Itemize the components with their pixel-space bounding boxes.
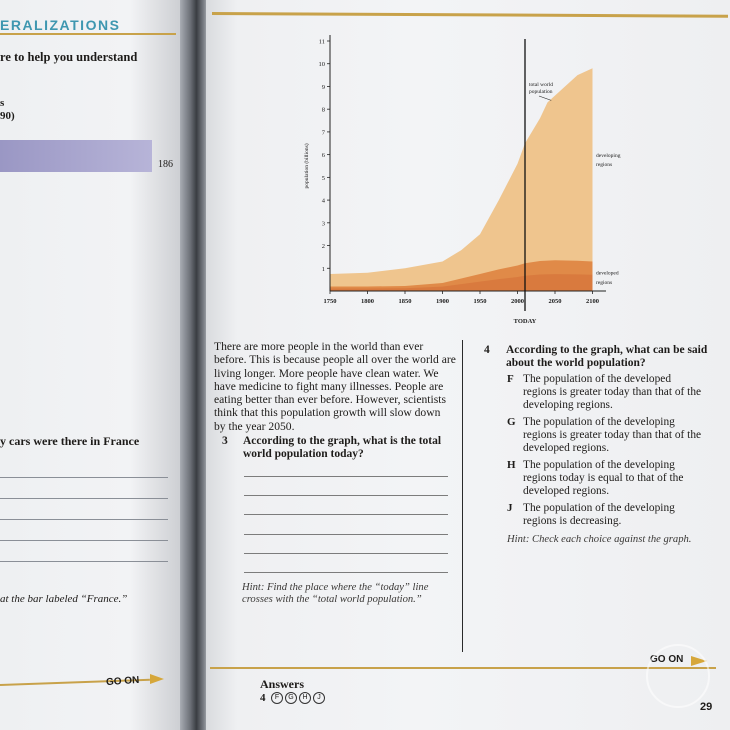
option-line: The population of the developing <box>523 502 675 514</box>
x-tick-label: 1750 <box>323 298 337 305</box>
left-header: ERALIZATIONS <box>0 17 121 33</box>
annotation-pointer <box>539 96 551 100</box>
annotation-developed-1: developed <box>596 270 619 277</box>
left-bar-value: 186 <box>158 159 173 170</box>
left-answer-line-1 <box>0 477 168 478</box>
option-j-letter[interactable]: J <box>507 502 513 514</box>
option-h-text[interactable] <box>523 459 728 497</box>
option-line: developed regions. <box>523 441 610 454</box>
y-tick-label: 5 <box>321 174 325 182</box>
option-j-text[interactable] <box>523 502 728 528</box>
option-line: regions is greater today than that of the <box>523 385 702 398</box>
paragraph-line: before. This is because people all over the world are <box>214 353 456 367</box>
q4-number: 4 <box>484 344 490 356</box>
q4-line: about the world population? <box>506 357 646 369</box>
left-answer-line-2 <box>0 498 168 499</box>
y-tick-label: 2 <box>321 243 325 251</box>
x-tick-label: 1950 <box>473 298 487 305</box>
annotation-total-world-2: population <box>529 89 553 95</box>
q3-answer-line-1[interactable] <box>244 476 448 477</box>
option-f-letter[interactable]: F <box>507 373 514 385</box>
q4-text <box>506 344 726 370</box>
left-answer-line-5 <box>0 561 168 562</box>
q3-answer-line-3[interactable] <box>244 514 448 515</box>
answer-bubble-f[interactable]: F <box>271 692 283 704</box>
q3-hint-line: Hint: Find the place where the “today” line <box>242 582 429 593</box>
left-intro-text: re to help you understand <box>0 50 138 64</box>
right-header-rule <box>212 12 728 18</box>
y-tick-label: 6 <box>321 152 325 160</box>
left-chart-title-1: s <box>0 97 5 109</box>
answer-number: 4 <box>260 692 266 704</box>
footer-rule <box>210 667 716 669</box>
page-number: 29 <box>700 701 713 713</box>
option-f-text[interactable] <box>523 373 728 411</box>
y-tick-label: 11 <box>318 38 325 46</box>
answer-bubble-j[interactable]: J <box>313 692 325 704</box>
paragraph-line: eating better than ever before. However, scientists <box>214 393 446 407</box>
left-hint: at the bar labeled “France.” <box>0 593 128 605</box>
reading-paragraph <box>214 340 462 433</box>
x-tick-label: 2100 <box>586 298 599 305</box>
left-header-rule <box>0 33 176 35</box>
annotation-developing-2: regions <box>596 162 613 168</box>
y-tick-label: 8 <box>321 106 325 114</box>
paragraph-line: living longer. More people have clean water. We <box>214 366 439 380</box>
q3-hint <box>242 582 472 607</box>
left-page <box>0 0 186 730</box>
q3-line: world population today? <box>243 448 364 460</box>
q3-answer-line-5[interactable] <box>244 553 448 554</box>
x-tick-label: 1850 <box>398 298 412 305</box>
option-g-text[interactable] <box>523 416 728 454</box>
paragraph-line: think that this population growth will slow down <box>214 406 441 420</box>
y-tick-label: 3 <box>321 220 325 228</box>
left-chart-title-2: 90) <box>0 110 15 122</box>
left-question-text: y cars were there in France <box>0 434 140 448</box>
q4-line: According to the graph, what can be said <box>506 344 708 356</box>
x-tick-label: 2050 <box>548 298 562 305</box>
q3-answer-line-6[interactable] <box>244 572 448 573</box>
answer-bubble-g[interactable]: G <box>285 692 297 704</box>
left-go-on-arrow-icon <box>150 674 164 684</box>
option-line: developed regions. <box>523 484 610 497</box>
column-divider <box>462 340 463 652</box>
left-bar <box>0 140 152 172</box>
q3-hint-line: crosses with the “total world population.” <box>242 594 422 606</box>
watermark-stamp <box>646 644 710 708</box>
q3-number: 3 <box>222 435 228 447</box>
y-tick-label: 10 <box>318 61 325 69</box>
option-line: developing regions. <box>523 398 613 411</box>
annotation-developing-1: developing <box>596 152 621 159</box>
x-tick-label: 2000 <box>511 298 524 305</box>
q4-hint: Hint: Check each choice against the graph. <box>507 534 692 545</box>
paragraph-line: have medicine to fight many illnesses. People are <box>214 379 444 393</box>
left-go-on: GO ON <box>105 674 140 689</box>
option-line: The population of the developing <box>523 459 675 471</box>
today-label: TODAY <box>513 318 537 325</box>
option-line: regions today is equal to that of the <box>523 471 684 484</box>
option-h-letter[interactable]: H <box>507 459 516 471</box>
left-answer-line-3 <box>0 519 168 520</box>
option-line: The population of the developing <box>523 416 675 428</box>
right-page <box>206 0 730 730</box>
x-tick-label: 1900 <box>436 298 449 305</box>
annotation-total-world-1: total world <box>529 82 553 88</box>
go-on-label: GO ON <box>650 654 684 665</box>
answer-bubbles <box>271 692 325 704</box>
q3-line: According to the graph, what is the total <box>243 435 442 447</box>
y-tick-label: 7 <box>321 129 325 137</box>
y-axis-label: population (billions) <box>304 143 310 189</box>
x-tick-label: 1800 <box>361 298 374 305</box>
y-tick-label: 1 <box>321 265 325 273</box>
y-tick-label: 9 <box>321 83 325 91</box>
left-answer-line-4 <box>0 540 168 541</box>
option-line: The population of the developed <box>523 373 672 385</box>
population-chart <box>300 30 630 330</box>
annotation-developed-2: regions <box>596 280 613 287</box>
option-line: regions is greater today than that of the <box>523 428 702 441</box>
answers-label: Answers <box>260 677 304 691</box>
developing-regions-area <box>330 68 593 291</box>
option-line: regions is decreasing. <box>523 514 622 527</box>
answer-bubble-h[interactable]: H <box>299 692 311 704</box>
paragraph-line: by the year 2050. <box>214 419 295 433</box>
q3-answer-line-4[interactable] <box>244 534 448 535</box>
paragraph-line: There are more people in the world than ever <box>214 340 424 353</box>
q3-answer-line-2[interactable] <box>244 495 448 496</box>
y-tick-label: 4 <box>321 197 325 205</box>
q3-text <box>243 435 473 461</box>
option-g-letter[interactable]: G <box>507 416 516 428</box>
